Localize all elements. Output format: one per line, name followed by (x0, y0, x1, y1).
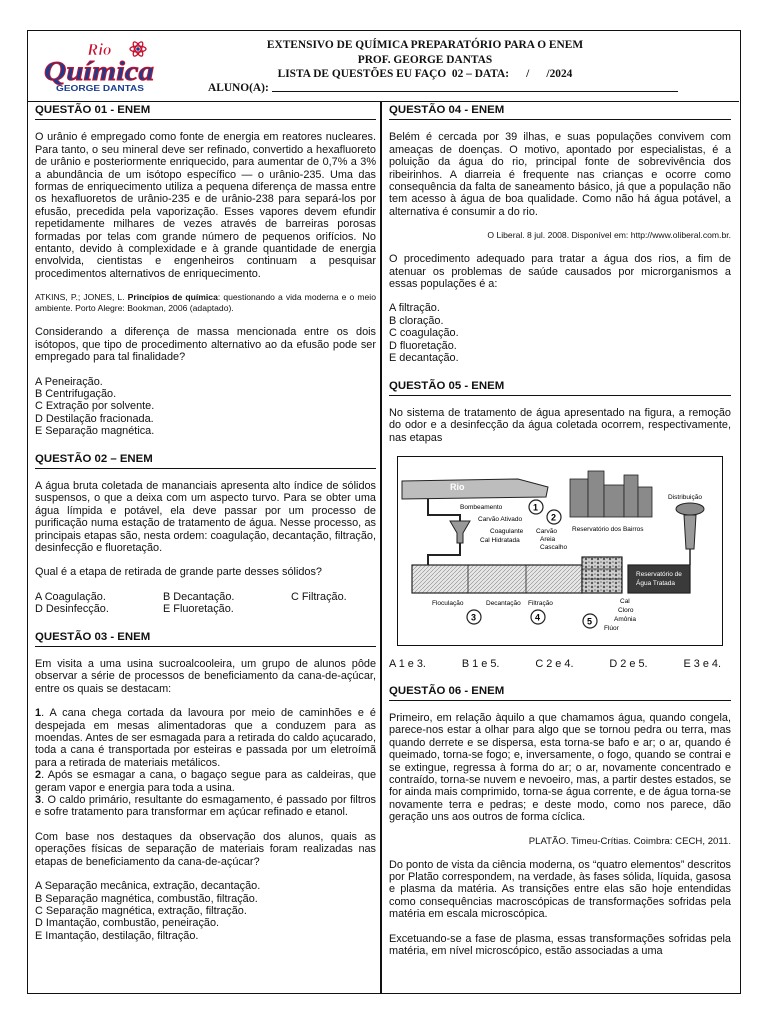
question-title: QUESTÃO 04 - ENEM (389, 104, 731, 120)
option-b[interactable]: B Centrifugação. (35, 387, 117, 400)
label-cloro: Cloro (618, 607, 634, 615)
student-name-line[interactable] (272, 91, 678, 92)
option-a[interactable]: A Peneiração. (35, 375, 103, 388)
option-e[interactable]: E decantação. (389, 352, 459, 365)
option-a[interactable]: A filtração. (389, 302, 440, 315)
list-title: LISTA DE QUESTÕES EU FAÇO 02 – DATA: / /2024 (277, 68, 573, 80)
question-title: QUESTÃO 05 - ENEM (389, 380, 731, 396)
option-e[interactable]: E Fluoretação. (163, 603, 234, 616)
option-a[interactable]: A 1 e 3. (389, 658, 426, 671)
label-carvao: Carvão (536, 528, 557, 536)
citation-rest: : questionando a vida moderna e o meio ambiente. Porto Alegre: Bookman, 2006 (adaptado). (35, 292, 376, 314)
column-divider (380, 101, 382, 994)
question-prompt: Considerando a diferença de massa mencionada entre os dois isótopos, que tipo de procedimento alternativo ao da efusão pode ser empregado para tal finalidade? (35, 326, 376, 364)
citation: O Liberal. 8 jul. 2008. Disponível em: http://www.oliberal.com.br. (487, 230, 731, 241)
label-areia: Areia (540, 536, 556, 544)
label-reservatorio-bairros: Reservatório dos Bairros (572, 526, 644, 534)
question-05 (389, 380, 731, 671)
option-e[interactable]: E Imantação, destilação, filtração. (35, 929, 199, 942)
answer-options (35, 591, 376, 616)
question-04 (389, 104, 731, 365)
process-item-3 (35, 794, 376, 819)
option-c[interactable]: C Separação magnética, extração, filtração. (35, 904, 247, 917)
logo-main-text: Química (44, 56, 154, 86)
question-text: A água bruta coletada de mananciais apresenta alto índice de sólidos suspensos, o que a deixa com um aspecto turvo. Para se obter uma água límpida e potável, ela deve passar por um processo de purificação numa estação de tratamento de água. Nesse processo, as principais etapas são, nesta ordem: coagulação, decantação, filtração, desinfecção e fluoretação. (35, 479, 376, 554)
question-title: QUESTÃO 06 - ENEM (389, 685, 731, 701)
option-d[interactable]: D Desinfecção. (35, 603, 109, 616)
question-text: No sistema de tratamento de água apresentado na figura, a remoção do odor e a desinfecção da água coletada ocorrem, respectivamente, nas etapas (389, 406, 731, 444)
item-number: 3 (35, 794, 42, 807)
answer-options (35, 880, 376, 942)
label-coagulante: Coagulante (490, 528, 524, 536)
option-d[interactable]: D fluoretação. (389, 339, 457, 352)
question-03 (35, 631, 376, 943)
filter-tank (582, 557, 622, 593)
citation (35, 292, 376, 314)
label-reservatorio-agua-2: Água Tratada (636, 580, 676, 588)
question-text: Em visita a uma usina sucroalcooleira, um grupo de alunos pôde observar a série de processos de beneficiamento da cana-de-açúcar, entre os quais se destacam: (35, 658, 376, 695)
water-tower (676, 503, 704, 549)
label-filtracao: Filtração (528, 600, 553, 608)
question-title: QUESTÃO 03 - ENEM (35, 631, 376, 647)
option-c[interactable]: C 2 e 4. (535, 658, 574, 671)
label-bombeamento: Bombeamento (460, 504, 503, 512)
label-step-5: 5 (587, 616, 593, 627)
option-a[interactable]: A Separação mecânica, extração, decantação. (35, 880, 261, 893)
option-c[interactable]: C Extração por solvente. (35, 400, 155, 413)
course-title: EXTENSIVO DE QUÍMICA PREPARATÓRIO PARA O ENEM (266, 39, 584, 51)
carbon-funnel (450, 521, 470, 543)
label-step-2: 2 (551, 512, 557, 523)
header-titles (210, 38, 640, 82)
page-header (28, 31, 739, 102)
option-c[interactable]: C Filtração. (291, 590, 347, 603)
answer-options (35, 376, 376, 438)
river-shape (402, 479, 548, 499)
label-carvao-ativado: Carvão Ativado (478, 516, 523, 524)
question-title: QUESTÃO 01 - ENEM (35, 104, 376, 120)
right-column (389, 104, 731, 969)
left-column (35, 104, 376, 957)
option-d[interactable]: D 2 e 5. (609, 658, 648, 671)
label-cal: Cal (620, 598, 630, 606)
water-treatment-figure (397, 456, 723, 646)
question-prompt: Qual é a etapa de retirada de grande parte desses sólidos? (35, 566, 322, 579)
option-d[interactable]: D Destilação fracionada. (35, 412, 154, 425)
question-prompt: Excetuando-se a fase de plasma, essas transformações sofridas pela matéria, em nível microscópico, estão associadas a uma (389, 932, 731, 958)
logo-sub-text: GEORGE DANTAS (56, 84, 145, 93)
label-amonia: Amônia (614, 616, 637, 624)
question-01 (35, 104, 376, 438)
item-text: . O caldo primário, resultante do esmagamento, é passado por filtros e sofre tratamento para transformar em açúcar refinado e etanol. (35, 794, 376, 819)
student-label: ALUNO(A): (208, 82, 269, 94)
item-text: . Após se esmagar a cana, o bagaço segue para as caldeiras, que geram vapor e energia para toda a usina. (35, 769, 376, 794)
option-d[interactable]: D Imantação, combustão, peneiração. (35, 917, 220, 930)
item-text: . A cana chega cortada da lavoura por meio de caminhões e é despejada em mesas alimentadoras que a conduzem para as moendas. Antes de ser esmagada para a retirada do caldo açucarado, toda a cana é transportada por esteiras e passada por um eletroímã para a retirada de materiais metálicos. (35, 707, 376, 769)
option-b[interactable]: B Separação magnética, combustão, filtração. (35, 892, 258, 905)
label-step-3: 3 (471, 612, 477, 623)
option-b[interactable]: B cloração. (389, 314, 444, 327)
flocculation-decantation-tank (412, 565, 582, 593)
question-prompt: O procedimento adequado para tratar a água dos rios, a fim de atenuar os problemas de saúde causados por microrganismos a essas populações é a: (389, 253, 731, 291)
answer-options (389, 302, 731, 364)
option-b[interactable]: B 1 e 5. (461, 658, 500, 671)
item-number: 2 (35, 769, 42, 782)
student-name-field[interactable] (208, 82, 678, 94)
label-reservatorio-agua-1: Reservatório de (636, 571, 682, 579)
option-e[interactable]: E Separação magnética. (35, 425, 155, 438)
option-c[interactable]: C coagulação. (389, 327, 459, 340)
question-text: Primeiro, em relação àquilo a que chamamos água, quando congela, parece-nos estar a olhar para algo que se tornou pedra ou terra, mas quando derrete e se dispersa, esta torna-se bafo e ar; o ar, quando é queimado, torna-se fogo; e, inversamente, o fogo, quando se contrai e se extingue, regressa à forma do ar; o ar, novamente concentrado e contraído, torna-se nuvem e nevoeiro, mas, a partir destes estados, se for ainda mais comprimido, torna-se água corrente, e de água torna-se novamente terra e pedras; e deste modo, como nos parece, dão geração uns aos outros de forma cíclica. (389, 711, 731, 824)
logo-top-text: Rio (87, 40, 112, 59)
question-title: QUESTÃO 02 – ENEM (35, 453, 376, 469)
label-fluor: Flúor (604, 625, 619, 633)
label-floculacao: Floculação (432, 600, 464, 608)
citation-authors: ATKINS, P.; JONES, L. (35, 292, 128, 303)
option-e[interactable]: E 3 e 4. (683, 658, 721, 671)
question-text: O urânio é empregado como fonte de energia em reatores nucleares. Para tanto, o seu mineral deve ser refinado, convertido a hexafluoreto de urânio e posteriormente enriquecido, para aumentar de 0,7% a 3% a abundância de um isótopo específico — o urânio-235. Uma das formas de enriquecimento utiliza a pequena diferença de massa entre os hexafluoretos de urânio-235 e de urânio-238 para separá-los por efusão, precedida pela vaporização. Esses vapores devem efundir repetidamente milhares de vezes através de barreiras porosas formadas por telas com grande número de pequenos orifícios. No entanto, devido à complexidade e à grande quantidade de energia envolvida, cientistas e engenheiros continuam a pesquisar procedimentos alternativos de enriquecimento. (35, 131, 376, 280)
intake-pipe (428, 499, 460, 521)
option-b[interactable]: B Decantação. (163, 590, 235, 603)
label-cal-hidratada: Cal Hidratada (480, 537, 520, 545)
city-buildings (570, 471, 652, 517)
atom-icon (130, 41, 146, 58)
process-item-2 (35, 769, 376, 794)
process-item-1 (35, 707, 376, 769)
treated-water-reservoir (628, 565, 690, 593)
label-rio: Rio (450, 482, 465, 493)
rio-quimica-logo (42, 40, 158, 94)
citation: PLATÃO. Timeu-Crítias. Coimbra: CECH, 2011. (528, 835, 731, 847)
question-prompt: Com base nos destaques da observação dos alunos, quais as operações físicas de separação de materiais foram realizadas nas etapas de beneficiamento da cana-de-açúcar? (35, 830, 376, 868)
question-text: Belém é cercada por 39 ilhas, e suas populações convivem com ameaças de doenças. O motivo, apontado por especialistas, é a poluição da água do rio, principal fonte de sobrevivência dos ribeirinhos. A diarreia é frequente nas crianças e ocorre como consequência da falta de saneamento básico, já que a população não tem acesso à água de boa qualidade. Como não há água potável, a alternativa é consumir a do rio. (389, 131, 731, 218)
option-a[interactable]: A Coagulação. (35, 590, 106, 603)
item-number: 1 (35, 707, 42, 720)
label-cascalho: Cascalho (540, 544, 568, 552)
question-02 (35, 453, 376, 616)
citation-book: Princípios de química (127, 292, 218, 303)
question-06 (389, 685, 731, 958)
question-text-2: Do ponto de vista da ciência moderna, os “quatro elementos” descritos por Platão correspondem, na verdade, às fases sólida, líquida, gasosa e plasma da matéria. As transições entre elas são hoje entendidas como consequências macroscópicas de transformações sofridas pela matéria em escala microscópica. (389, 858, 731, 921)
teacher-name: PROF. GEORGE DANTAS (357, 53, 493, 66)
answer-options (389, 658, 731, 670)
exam-page (27, 30, 741, 994)
label-distribuicao: Distribuição (668, 494, 702, 502)
label-step-1: 1 (533, 502, 539, 513)
label-decantacao: Decantação (486, 600, 521, 608)
label-step-4: 4 (535, 612, 541, 623)
